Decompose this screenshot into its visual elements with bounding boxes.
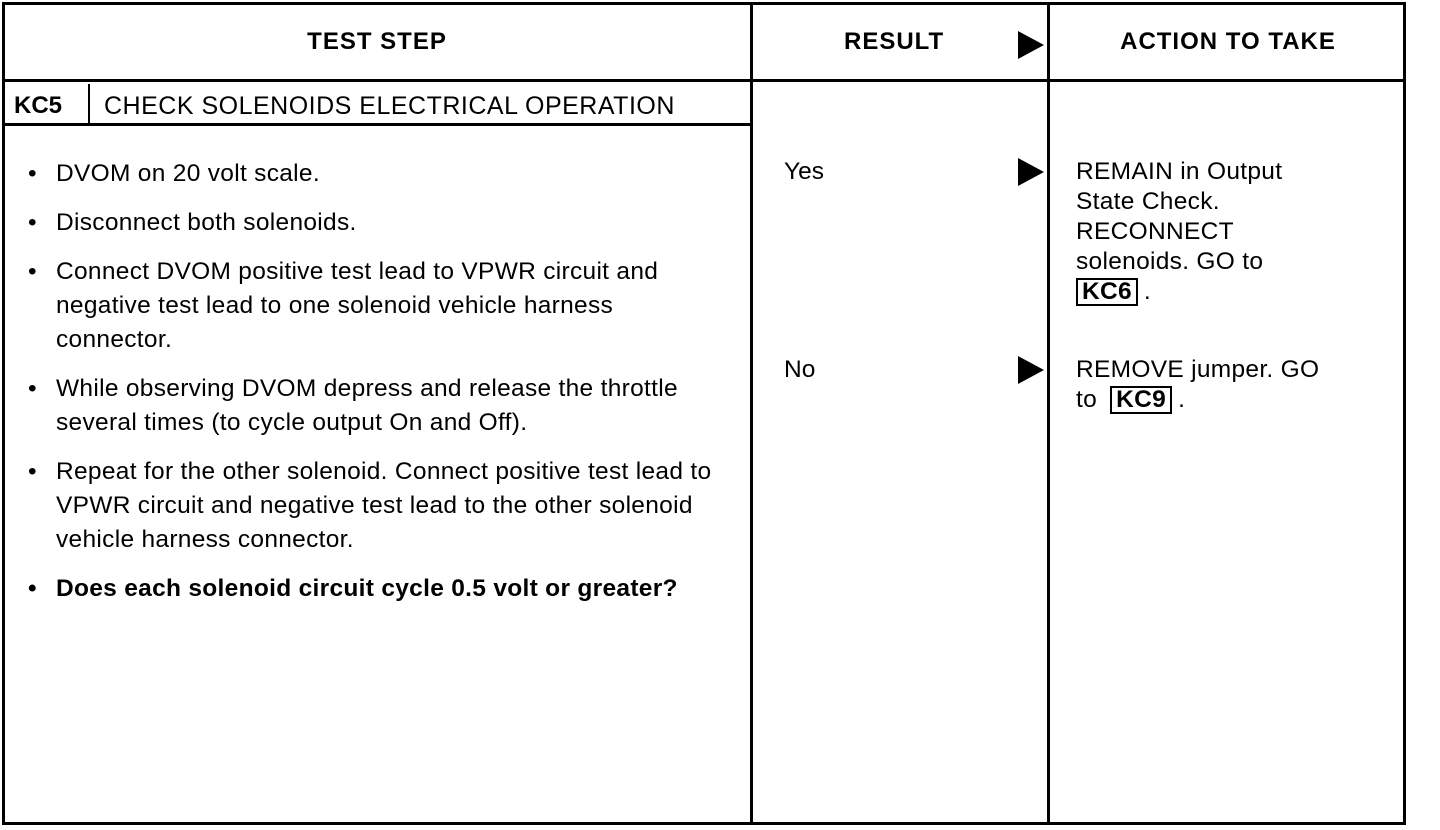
step-title: CHECK SOLENOIDS ELECTRICAL OPERATION: [104, 92, 675, 120]
action-yes-line: REMAIN in Output: [1076, 158, 1283, 185]
action-no-suffix: .: [1178, 386, 1186, 413]
action-yes-line: RECONNECT: [1076, 218, 1234, 245]
header-result: RESULT: [844, 28, 945, 55]
action-yes-line: solenoids. GO to: [1076, 248, 1264, 275]
action-yes: [1076, 157, 1396, 307]
result-no: No: [784, 356, 816, 383]
list-item-question: • Does each solenoid circuit cycle 0.5 volt or greater?: [26, 572, 726, 606]
list-item: • Connect DVOM positive test lead to VPWR circuit and negative test lead to one solenoid vehicle harness connector.: [26, 255, 726, 357]
header-action-to-take: ACTION TO TAKE: [1120, 28, 1336, 55]
result-yes-arrow-icon: [1018, 158, 1044, 186]
action-yes-ref-line: [1076, 277, 1396, 307]
step-ref-kc6[interactable]: KC6: [1076, 278, 1138, 306]
column-divider-action: [1047, 2, 1050, 825]
list-item: • DVOM on 20 volt scale.: [26, 157, 726, 191]
result-yes: Yes: [784, 158, 824, 185]
header-arrow-icon: [1018, 31, 1044, 59]
action-no-line: REMOVE jumper. GO: [1076, 356, 1320, 383]
action-no: [1076, 355, 1396, 415]
result-no-arrow-icon: [1018, 356, 1044, 384]
list-item: • Repeat for the other solenoid. Connect positive test lead to VPWR circuit and negative test lead to the other solenoid vehicle harness connector.: [26, 455, 726, 557]
action-yes-suffix: .: [1143, 278, 1152, 305]
step-id-divider: [88, 84, 90, 124]
step-ref-kc9[interactable]: KC9: [1110, 386, 1172, 414]
action-yes-line: State Check.: [1076, 188, 1220, 215]
list-item: • Disconnect both solenoids.: [26, 206, 726, 240]
action-no-ref-line: [1076, 385, 1396, 415]
header-test-step: TEST STEP: [307, 28, 447, 55]
step-id: KC5: [14, 92, 63, 119]
list-item: • While observing DVOM depress and release the throttle several times (to cycle output On and Off).: [26, 372, 726, 440]
action-no-prefix: to: [1076, 386, 1098, 413]
test-step-list: [26, 157, 726, 621]
